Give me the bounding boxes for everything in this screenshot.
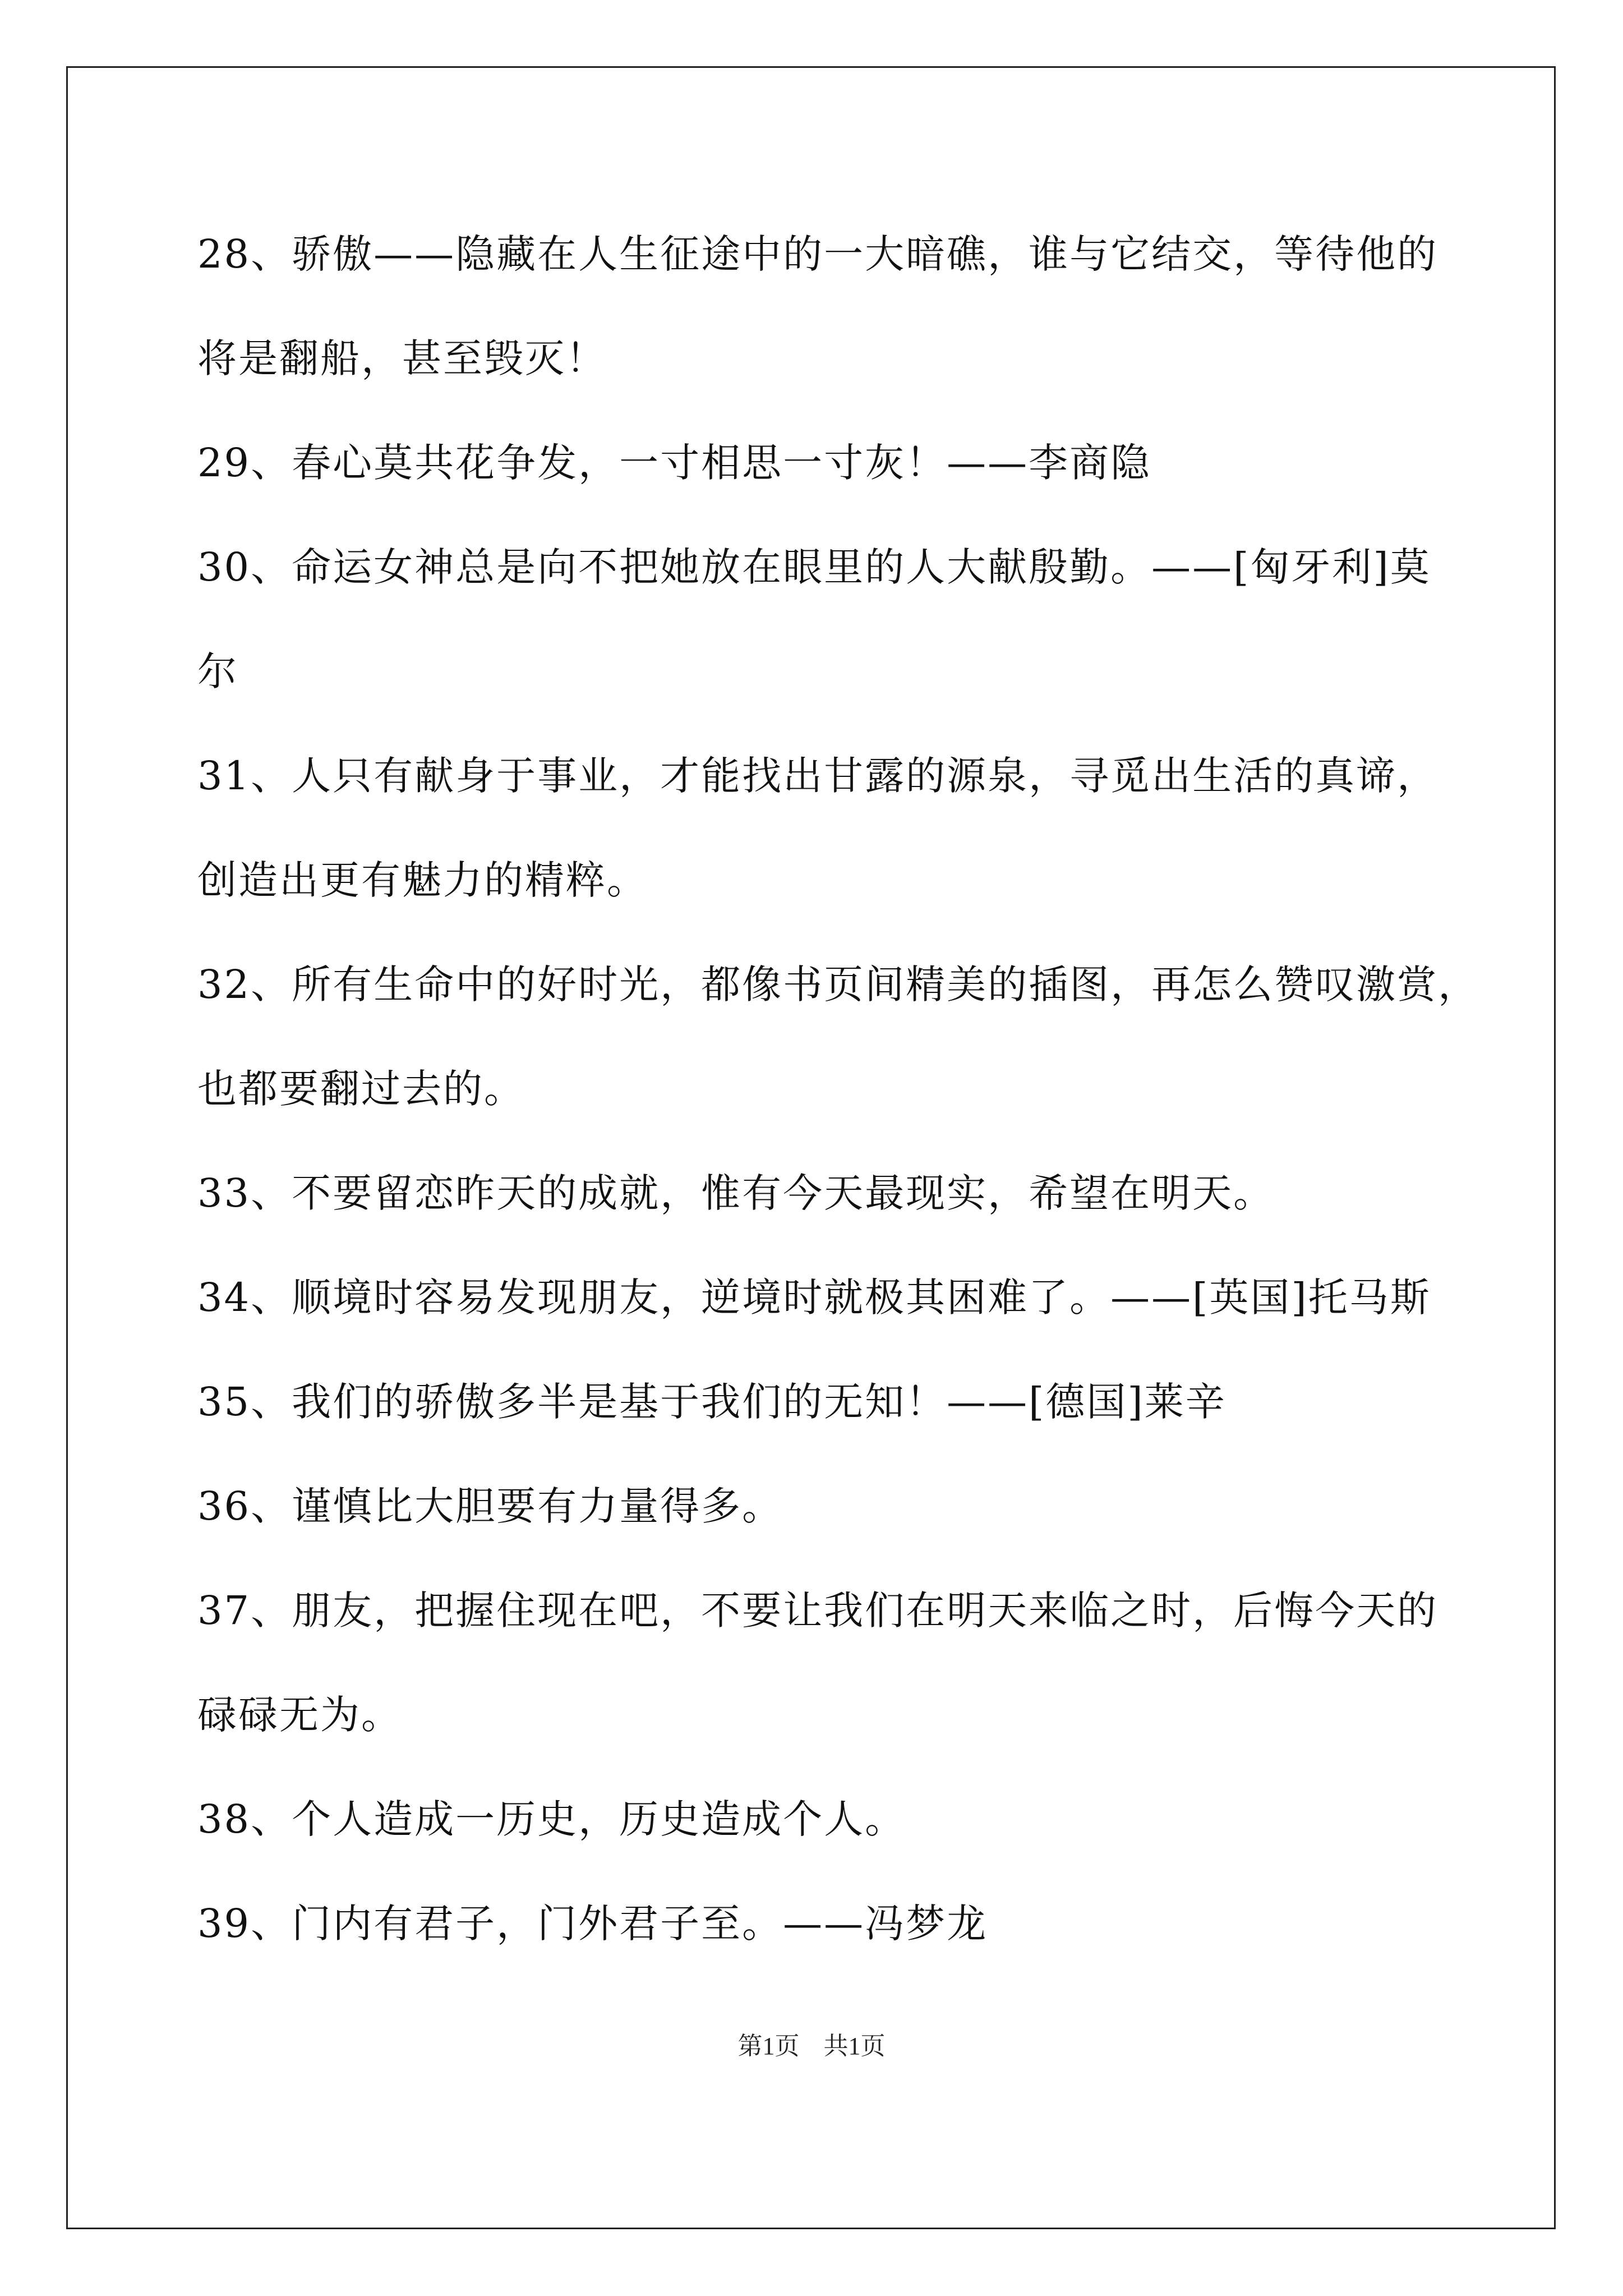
text-line: 将是翻船，甚至毁灭！ — [197, 335, 607, 381]
text-line: 尔 — [197, 648, 238, 694]
text-line: 35、我们的骄傲多半是基于我们的无知！——[德国]莱辛 — [197, 1379, 1227, 1425]
text-line: 38、个人造成一历史，历史造成个人。 — [197, 1796, 906, 1842]
document-body — [197, 202, 1487, 1976]
text-line: 28、骄傲——隐藏在人生征途中的一大暗礁，谁与它结交，等待他的 — [197, 231, 1438, 277]
text-line: 39、门内有君子，门外君子至。——冯梦龙 — [197, 1901, 988, 1947]
text-line: 31、人只有献身于事业，才能找出甘露的源泉，寻觅出生活的真谛， — [197, 753, 1438, 799]
text-line: 37、朋友，把握住现在吧，不要让我们在明天来临之时，后悔今天的 — [197, 1588, 1438, 1634]
text-line: 36、谨慎比大胆要有力量得多。 — [197, 1483, 783, 1529]
text-line: 30、命运女神总是向不把她放在眼里的人大献殷勤。——[匈牙利]莫 — [197, 544, 1431, 590]
page-total: 共1页 — [823, 2032, 886, 2060]
text-line: 32、所有生命中的好时光，都像书页间精美的插图，再怎么赞叹激赏， — [197, 961, 1479, 1007]
page-number: 第1页 — [737, 2032, 800, 2060]
page-footer — [0, 2030, 1623, 2063]
text-line: 碌碌无为。 — [197, 1692, 402, 1738]
text-line: 创造出更有魅力的精粹。 — [197, 857, 648, 903]
text-line: 33、不要留恋昨天的成就，惟有今天最现实，希望在明天。 — [197, 1170, 1275, 1216]
text-line: 29、春心莫共花争发，一寸相思一寸灰！——李商隐 — [197, 440, 1152, 486]
text-line: 也都要翻过去的。 — [197, 1066, 525, 1112]
text-line: 34、顺境时容易发现朋友，逆境时就极其困难了。——[英国]托马斯 — [197, 1274, 1431, 1320]
